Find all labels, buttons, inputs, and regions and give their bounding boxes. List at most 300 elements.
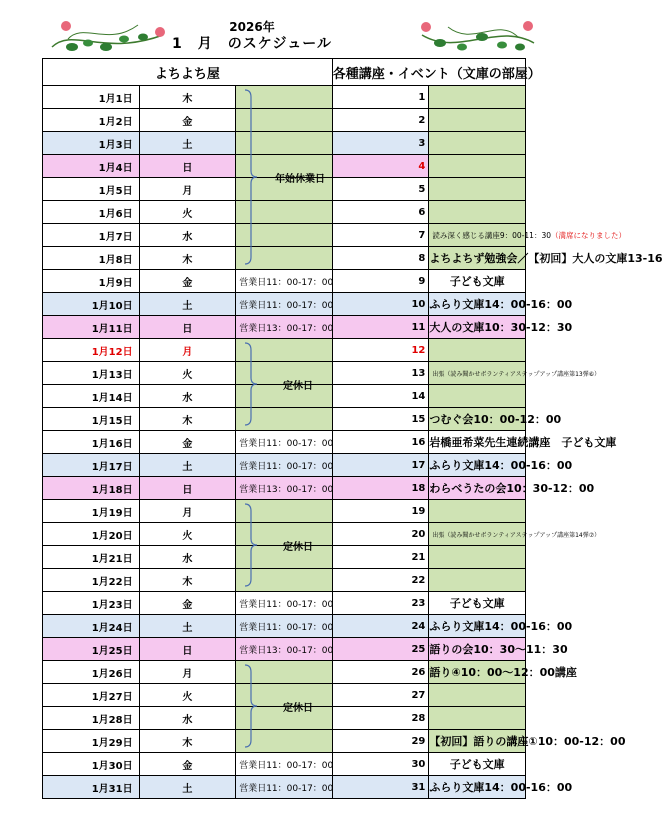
weekday-cell-text: 月 <box>182 346 193 358</box>
table-row <box>43 155 526 178</box>
event-cell-text: ふらり文庫14：00-16：00 <box>429 298 573 311</box>
weekday-cell-text: 日 <box>182 323 193 335</box>
date-cell-text: 1月4日 <box>98 162 133 174</box>
event-cell <box>429 546 526 569</box>
shop-hours-cell-text: 営業日11：00-17：00 <box>239 461 334 472</box>
day-number-cell <box>332 753 429 776</box>
day-number-cell <box>332 684 429 707</box>
event-cell <box>429 707 526 730</box>
weekday-cell-text: 日 <box>182 484 193 496</box>
event-cell <box>429 201 526 224</box>
day-number-cell <box>332 454 429 477</box>
day-number-cell <box>332 500 429 523</box>
weekday-cell-text: 日 <box>182 162 193 174</box>
event-cell <box>429 730 626 753</box>
date-cell <box>43 385 140 408</box>
table-row <box>43 86 526 109</box>
date-cell-text: 1月17日 <box>91 461 133 473</box>
date-cell-text: 1月10日 <box>91 300 133 312</box>
table-row <box>43 132 526 155</box>
shop-hours-cell <box>236 615 333 638</box>
event-cell-text: ふらり文庫14：00-16：00 <box>429 781 573 794</box>
day-number-cell-text: 13 <box>411 367 426 379</box>
day-number-cell-text: 10 <box>411 298 426 310</box>
date-cell-text: 1月23日 <box>91 599 133 611</box>
day-number-cell-text: 26 <box>411 666 426 678</box>
shop-hours-cell-text: 営業日11：00-17：00 <box>239 783 334 794</box>
date-cell <box>43 546 140 569</box>
shop-hours-cell-text: 営業日11：00-17：00 <box>239 277 334 288</box>
event-cell <box>429 776 573 799</box>
date-cell <box>43 247 140 270</box>
date-cell <box>43 776 140 799</box>
flower-vine-icon <box>418 17 538 55</box>
shop-hours-cell <box>236 201 333 224</box>
day-number-cell-text: 29 <box>411 735 426 747</box>
date-cell-text: 1月25日 <box>91 645 133 657</box>
weekday-cell <box>139 431 236 454</box>
table-row <box>43 523 526 546</box>
shop-hours-cell <box>236 684 333 707</box>
event-cell <box>429 661 577 684</box>
date-cell <box>43 293 140 316</box>
weekday-cell-text: 水 <box>182 231 193 243</box>
date-cell <box>43 661 140 684</box>
shop-hours-cell <box>236 109 333 132</box>
table-row <box>43 638 526 661</box>
shop-hours-cell <box>236 546 333 569</box>
table-row <box>43 247 526 270</box>
date-cell <box>43 431 140 454</box>
day-number-cell-text: 24 <box>411 620 426 632</box>
shop-hours-cell-text: 営業日13：00-17：00 <box>239 484 334 495</box>
shop-hours-cell <box>236 454 333 477</box>
date-cell-text: 1月5日 <box>98 185 133 197</box>
weekday-cell <box>139 454 236 477</box>
event-cell-text: わらべうたの会10：30-12：00 <box>429 482 595 495</box>
day-number-cell-text: 15 <box>411 413 426 425</box>
weekday-cell-text: 木 <box>182 415 193 427</box>
day-number-cell-text: 12 <box>411 344 426 356</box>
date-cell <box>43 132 140 155</box>
date-cell-text: 1月16日 <box>91 438 133 450</box>
weekday-cell-text: 金 <box>182 116 193 128</box>
table-row <box>43 569 526 592</box>
event-cell-text: つむぐ会10：00-12：00 <box>429 413 562 426</box>
weekday-cell <box>139 661 236 684</box>
shop-hours-cell <box>236 385 333 408</box>
shop-hours-cell <box>236 316 333 339</box>
shop-hours-cell <box>236 247 333 270</box>
date-cell-text: 1月14日 <box>91 392 133 404</box>
event-cell-text: 子ども文庫 <box>449 758 505 771</box>
day-number-cell-text: 31 <box>411 781 426 793</box>
day-number-cell <box>332 86 429 109</box>
date-cell <box>43 454 140 477</box>
day-number-cell-text: 2 <box>418 114 426 126</box>
day-number-cell <box>332 546 429 569</box>
event-cell <box>429 408 562 431</box>
table-header-row <box>43 59 526 86</box>
table-row <box>43 500 526 523</box>
event-cell-text: 【初回】語りの講座①10：00-12：00 <box>429 735 626 748</box>
shop-hours-cell <box>236 523 333 546</box>
table-row <box>43 477 526 500</box>
page-title: 1 月 のスケジュール <box>172 36 332 52</box>
event-cell <box>429 293 573 316</box>
event-note: （満席になりました） <box>550 230 626 240</box>
event-cell <box>429 178 526 201</box>
weekday-cell <box>139 132 236 155</box>
date-cell-text: 1月13日 <box>91 369 133 381</box>
event-cell-text: 出張（読み聞かせボランティアステップアップ講座第13弾⑥） <box>432 370 601 378</box>
event-cell <box>429 753 526 776</box>
weekday-cell <box>139 178 236 201</box>
day-number-cell <box>332 109 429 132</box>
date-cell <box>43 178 140 201</box>
weekday-cell <box>139 293 236 316</box>
day-number-cell-text: 1 <box>418 91 426 103</box>
day-number-cell-text: 25 <box>411 643 426 655</box>
shop-hours-cell <box>236 339 333 362</box>
day-number-cell-text: 6 <box>418 206 426 218</box>
date-cell <box>43 638 140 661</box>
day-number-cell <box>332 132 429 155</box>
event-cell <box>429 155 526 178</box>
weekday-cell-text: 金 <box>182 760 193 772</box>
date-cell <box>43 500 140 523</box>
weekday-cell <box>139 408 236 431</box>
day-number-cell-text: 5 <box>418 183 426 195</box>
shop-hours-cell <box>236 155 333 178</box>
date-cell <box>43 730 140 753</box>
day-number-cell-text: 28 <box>411 712 426 724</box>
shop-hours-cell <box>236 661 333 684</box>
table-row <box>43 201 526 224</box>
event-cell <box>429 638 568 661</box>
day-number-cell <box>332 615 429 638</box>
weekday-cell-text: 木 <box>182 576 193 588</box>
shop-hours-cell <box>236 178 333 201</box>
weekday-cell-text: 金 <box>182 599 193 611</box>
table-row <box>43 178 526 201</box>
event-cell <box>429 569 526 592</box>
event-cell <box>429 132 526 155</box>
weekday-cell <box>139 707 236 730</box>
shop-hours-cell <box>236 500 333 523</box>
shop-hours-cell <box>236 638 333 661</box>
table-row <box>43 431 526 454</box>
weekday-cell <box>139 776 236 799</box>
date-cell-text: 1月21日 <box>91 553 133 565</box>
shop-hours-cell <box>236 477 333 500</box>
table-row <box>43 776 526 799</box>
weekday-cell-text: 水 <box>182 714 193 726</box>
weekday-cell <box>139 109 236 132</box>
event-cell <box>429 270 526 293</box>
day-number-cell-text: 9 <box>418 275 426 287</box>
shop-hours-cell <box>236 224 333 247</box>
weekday-cell <box>139 546 236 569</box>
weekday-cell-text: 月 <box>182 668 193 680</box>
date-cell <box>43 753 140 776</box>
date-cell-text: 1月22日 <box>91 576 133 588</box>
shop-hours-cell <box>236 776 333 799</box>
day-number-cell <box>332 776 429 799</box>
day-number-cell-text: 14 <box>411 390 426 402</box>
weekday-cell-text: 水 <box>182 553 193 565</box>
day-number-cell <box>332 155 429 178</box>
date-cell-text: 1月20日 <box>91 530 133 542</box>
weekday-cell-text: 月 <box>182 507 193 519</box>
event-cell-text: ふらり文庫14：00-16：00 <box>429 620 573 633</box>
day-number-cell <box>332 224 429 247</box>
shop-hours-cell <box>236 86 333 109</box>
day-number-cell <box>332 523 429 546</box>
event-cell <box>429 362 601 385</box>
day-number-cell-text: 7 <box>418 229 426 241</box>
table-row <box>43 316 526 339</box>
weekday-cell <box>139 500 236 523</box>
day-number-cell <box>332 569 429 592</box>
day-number-cell <box>332 178 429 201</box>
shop-hours-cell <box>236 132 333 155</box>
date-cell <box>43 316 140 339</box>
closure-label: 定休日 <box>283 703 313 714</box>
weekday-cell-text: 木 <box>182 93 193 105</box>
event-cell-text: 子ども文庫 <box>449 275 505 288</box>
weekday-cell <box>139 753 236 776</box>
day-number-cell <box>332 592 429 615</box>
weekday-cell <box>139 477 236 500</box>
weekday-cell-text: 月 <box>182 185 193 197</box>
weekday-cell <box>139 224 236 247</box>
date-cell <box>43 86 140 109</box>
table-row <box>43 684 526 707</box>
weekday-cell <box>139 730 236 753</box>
column-header-shop: よちよち屋 <box>43 59 333 86</box>
day-number-cell-text: 4 <box>418 160 426 172</box>
event-cell <box>429 316 573 339</box>
schedule-table <box>42 58 663 799</box>
day-number-cell-text: 3 <box>418 137 426 149</box>
weekday-cell-text: 土 <box>182 622 193 634</box>
event-cell-text: 大人の文庫10：30-12：30 <box>429 321 573 334</box>
closure-label: 定休日 <box>283 542 313 553</box>
day-number-cell-text: 20 <box>411 528 426 540</box>
event-cell-text: 出張（読み聞かせボランティアステップアップ講座第14弾⑦） <box>432 531 601 539</box>
weekday-cell-text: 日 <box>182 645 193 657</box>
date-cell <box>43 684 140 707</box>
weekday-cell <box>139 247 236 270</box>
shop-hours-cell-text: 営業日11：00-17：00 <box>239 622 334 633</box>
table-row <box>43 339 526 362</box>
weekday-cell <box>139 385 236 408</box>
year-label: 2026年 <box>229 20 275 34</box>
date-cell <box>43 362 140 385</box>
day-number-cell <box>332 201 429 224</box>
date-cell-text: 1月28日 <box>91 714 133 726</box>
shop-hours-cell <box>236 569 333 592</box>
weekday-cell <box>139 86 236 109</box>
day-number-cell <box>332 707 429 730</box>
event-cell-text: 子ども文庫 <box>449 597 505 610</box>
day-number-cell-text: 16 <box>411 436 426 448</box>
event-cell <box>429 454 573 477</box>
weekday-cell-text: 木 <box>182 737 193 749</box>
event-cell <box>429 109 526 132</box>
date-cell-text: 1月24日 <box>91 622 133 634</box>
shop-hours-cell-text: 営業日13：00-17：00 <box>239 645 334 656</box>
date-cell-text: 1月30日 <box>91 760 133 772</box>
day-number-cell-text: 18 <box>411 482 426 494</box>
date-cell <box>43 408 140 431</box>
event-cell-text: 語り④10：00～12：00講座 <box>429 666 577 679</box>
date-cell-text: 1月3日 <box>98 139 133 151</box>
weekday-cell <box>139 592 236 615</box>
table-row <box>43 224 526 247</box>
page-header <box>0 15 580 55</box>
date-cell <box>43 569 140 592</box>
column-header-events: 各種講座・イベント（文庫の部屋） <box>332 59 525 86</box>
event-cell <box>429 431 617 454</box>
day-number-cell <box>332 638 429 661</box>
date-cell <box>43 270 140 293</box>
day-number-cell <box>332 247 429 270</box>
weekday-cell <box>139 316 236 339</box>
event-cell-text: 読み深く感じる講座9：00-11：30 <box>432 230 551 240</box>
date-cell-text: 1月6日 <box>98 208 133 220</box>
table-row <box>43 615 526 638</box>
date-cell-text: 1月27日 <box>91 691 133 703</box>
day-number-cell <box>332 385 429 408</box>
table-row <box>43 270 526 293</box>
weekday-cell <box>139 523 236 546</box>
event-cell <box>429 523 601 546</box>
date-cell <box>43 592 140 615</box>
day-number-cell-text: 22 <box>411 574 426 586</box>
table-row <box>43 753 526 776</box>
day-number-cell <box>332 408 429 431</box>
weekday-cell-text: 土 <box>182 139 193 151</box>
event-cell <box>429 592 526 615</box>
event-cell-text: よちよちず勉強会／【初回】大人の文庫13-16 <box>429 252 663 265</box>
event-cell-text: 岩橋亜希菜先生連続講座 子ども文庫 <box>429 436 617 449</box>
day-number-cell-text: 21 <box>411 551 426 563</box>
day-number-cell <box>332 293 429 316</box>
date-cell <box>43 523 140 546</box>
date-cell <box>43 201 140 224</box>
day-number-cell-text: 11 <box>411 321 426 333</box>
weekday-cell <box>139 155 236 178</box>
date-cell-text: 1月7日 <box>98 231 133 243</box>
table-row <box>43 592 526 615</box>
event-cell <box>429 615 573 638</box>
date-cell <box>43 615 140 638</box>
event-cell <box>429 86 526 109</box>
table-row <box>43 408 526 431</box>
date-cell-text: 1月8日 <box>98 254 133 266</box>
day-number-cell <box>332 316 429 339</box>
event-cell <box>429 684 526 707</box>
table-row <box>43 661 526 684</box>
weekday-cell-text: 水 <box>182 392 193 404</box>
shop-hours-cell <box>236 270 333 293</box>
day-number-cell-text: 27 <box>411 689 426 701</box>
event-cell <box>429 224 626 247</box>
day-number-cell <box>332 661 429 684</box>
table-row <box>43 362 526 385</box>
closure-label: 年始休業日 <box>275 174 325 185</box>
shop-hours-cell <box>236 753 333 776</box>
date-cell <box>43 707 140 730</box>
date-cell-text: 1月11日 <box>91 323 133 335</box>
weekday-cell-text: 火 <box>182 369 193 381</box>
table-row <box>43 454 526 477</box>
shop-hours-cell-text: 営業日11：00-17：00 <box>239 300 334 311</box>
event-cell <box>429 339 526 362</box>
weekday-cell <box>139 270 236 293</box>
closure-label: 定休日 <box>283 381 313 392</box>
day-number-cell-text: 30 <box>411 758 426 770</box>
weekday-cell-text: 火 <box>182 691 193 703</box>
event-cell-text: 語りの会10：30～11：30 <box>429 643 568 656</box>
day-number-cell-text: 17 <box>411 459 426 471</box>
table-row <box>43 293 526 316</box>
weekday-cell <box>139 684 236 707</box>
shop-hours-cell <box>236 408 333 431</box>
date-cell-text: 1月29日 <box>91 737 133 749</box>
weekday-cell-text: 金 <box>182 438 193 450</box>
date-cell-text: 1月2日 <box>98 116 133 128</box>
shop-hours-cell <box>236 707 333 730</box>
weekday-cell <box>139 201 236 224</box>
event-cell <box>429 477 595 500</box>
day-number-cell <box>332 270 429 293</box>
weekday-cell-text: 木 <box>182 254 193 266</box>
table-row <box>43 109 526 132</box>
event-cell <box>429 385 526 408</box>
day-number-cell <box>332 362 429 385</box>
weekday-cell-text: 土 <box>182 783 193 795</box>
date-cell-text: 1月26日 <box>91 668 133 680</box>
weekday-cell-text: 金 <box>182 277 193 289</box>
shop-hours-cell-text: 営業日11：00-17：00 <box>239 599 334 610</box>
shop-hours-cell-text: 営業日13：00-17：00 <box>239 323 334 334</box>
weekday-cell-text: 土 <box>182 300 193 312</box>
weekday-cell-text: 火 <box>182 530 193 542</box>
shop-hours-cell-text: 営業日11：00-17：00 <box>239 438 334 449</box>
date-cell <box>43 339 140 362</box>
shop-hours-cell-text: 営業日11：00-17：00 <box>239 760 334 771</box>
weekday-cell <box>139 638 236 661</box>
date-cell-text: 1月15日 <box>91 415 133 427</box>
shop-hours-cell <box>236 362 333 385</box>
day-number-cell-text: 19 <box>411 505 426 517</box>
shop-hours-cell <box>236 592 333 615</box>
date-cell-text: 1月9日 <box>98 277 133 289</box>
date-cell <box>43 224 140 247</box>
table-row <box>43 730 526 753</box>
shop-hours-cell <box>236 293 333 316</box>
day-number-cell <box>332 339 429 362</box>
weekday-cell <box>139 339 236 362</box>
day-number-cell <box>332 431 429 454</box>
day-number-cell <box>332 477 429 500</box>
shop-hours-cell <box>236 431 333 454</box>
table-row <box>43 546 526 569</box>
date-cell <box>43 477 140 500</box>
